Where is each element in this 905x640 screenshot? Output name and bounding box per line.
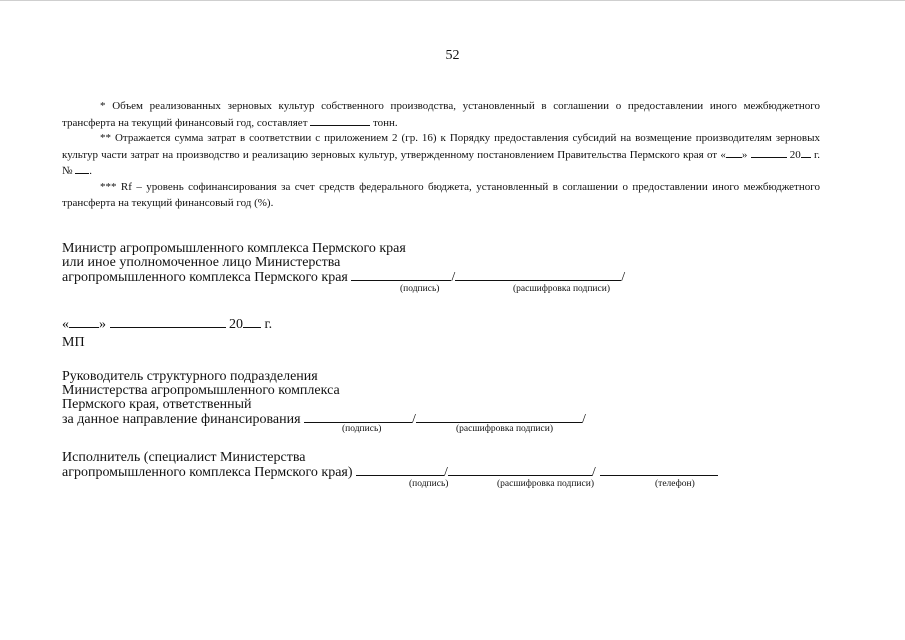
minister-decode-field[interactable] <box>455 270 621 281</box>
executor-phone-field[interactable] <box>600 465 718 476</box>
executor-decode-caption: (расшифровка подписи) <box>497 479 594 489</box>
footnotes <box>62 99 820 211</box>
slash: / <box>451 270 456 285</box>
footnote-1-unit: тонн. <box>373 116 398 129</box>
minister-decode-caption: (расшифровка подписи) <box>513 284 610 294</box>
date-suffix: г. <box>264 317 273 332</box>
head-line-4: за данное направление финансирования <box>62 412 301 427</box>
head-signature-field[interactable] <box>304 412 412 423</box>
footnote-1-text: * Объем реализованных зерновых культур собственного производства, установленный в соглашении о предоставлении иного межбюджетного трансферта на текущий финансовый год, составляет <box>62 100 820 129</box>
footnote-2 <box>62 131 820 180</box>
page-number: 52 <box>445 48 460 63</box>
date-open-quote: « <box>62 317 69 332</box>
minister-line-1: Министр агропромышленного комплекса Пермского края <box>62 241 406 256</box>
executor-line-1: Исполнитель (специалист Министерства <box>62 450 306 465</box>
date-close-quote: » <box>99 317 106 332</box>
slash: / <box>412 412 416 427</box>
minister-signature-row <box>62 270 625 285</box>
head-block <box>62 370 586 427</box>
slash: / <box>444 465 448 480</box>
head-line-1: Руководитель структурного подразделения <box>62 369 318 384</box>
minister-block <box>62 242 625 285</box>
blank-line <box>726 147 742 158</box>
month-field[interactable] <box>110 317 226 328</box>
head-line-2: Министерства агропромышленного комплекса <box>62 383 340 398</box>
head-sign-caption: (подпись) <box>342 424 382 434</box>
stamp-label: МП <box>62 335 85 350</box>
executor-sign-caption: (подпись) <box>409 479 449 489</box>
executor-decode-field[interactable] <box>448 465 592 476</box>
minister-line-3: агропромышленного комплекса Пермского края <box>62 270 348 285</box>
slash: / <box>591 465 596 480</box>
footnote-2-number: г. № <box>62 148 821 178</box>
footnote-2-year: 20 <box>789 148 801 161</box>
head-decode-caption: (расшифровка подписи) <box>456 424 553 434</box>
date-line <box>62 317 272 332</box>
footnote-3: *** Rf – уровень софинансирования за счет средств федерального бюджета, установленный в соглашении о предоставлении иного межбюджетного трансферта на текущий финансовый год (%). <box>62 180 820 209</box>
minister-sign-caption: (подпись) <box>400 284 440 294</box>
day-field[interactable] <box>69 317 99 328</box>
slash: / <box>581 412 586 427</box>
blank-line <box>801 147 811 158</box>
head-decode-field[interactable] <box>416 412 582 423</box>
executor-block <box>62 451 718 480</box>
minister-line-2: или иное уполномоченное лицо Министерства <box>62 255 341 270</box>
footnote-2-quote: » <box>741 148 748 161</box>
executor-signature-row <box>62 465 718 480</box>
footnote-2-text: ** Отражается сумма затрат в соответствии с приложением 2 (гр. 16) к Порядку предоставления субсидий на возмещение производителям зерновых культур части затрат на производство и реализацию зерновых культур, утвержденному постановлением Правительства Пермского края от « <box>62 132 820 161</box>
executor-phone-caption: (телефон) <box>655 479 695 489</box>
footnote-1 <box>62 99 820 131</box>
top-edge-rule <box>0 0 905 1</box>
blank-line <box>751 147 787 158</box>
blank-line <box>310 115 370 126</box>
year-field[interactable] <box>243 317 261 328</box>
slash: / <box>621 270 626 285</box>
executor-line-2: агропромышленного комплекса Пермского края) <box>62 465 353 480</box>
head-line-3: Пермского края, ответственный <box>62 397 252 412</box>
blank-line <box>75 163 89 174</box>
footnote-2-end: . <box>89 165 92 178</box>
executor-signature-field[interactable] <box>356 465 444 476</box>
minister-signature-field[interactable] <box>351 270 451 281</box>
date-year: 20 <box>229 317 243 332</box>
